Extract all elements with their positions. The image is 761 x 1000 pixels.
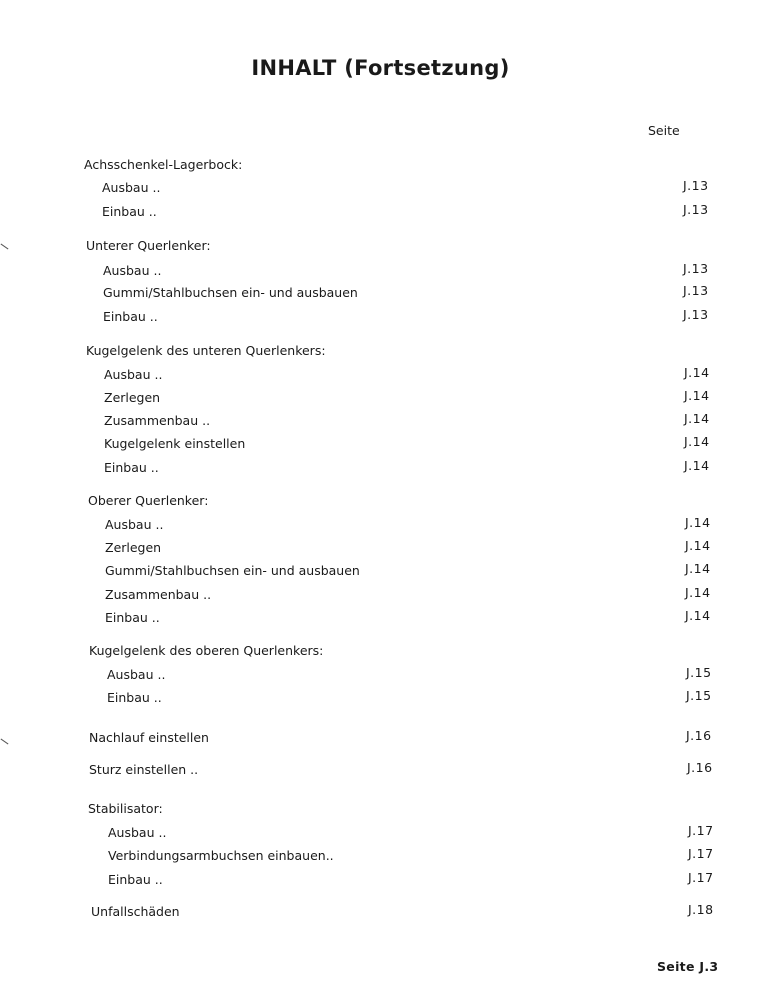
toc-page-number: J.13 [683, 261, 709, 276]
toc-entry-label: Ausbau .. [104, 367, 163, 382]
toc-entry-label: Ausbau .. [105, 517, 164, 532]
toc-section-heading: Oberer Querlenker: [88, 493, 209, 508]
toc-page-number: J.14 [685, 585, 711, 600]
toc-section-heading: Stabilisator: [88, 801, 163, 816]
toc-page-number: J.14 [685, 538, 711, 553]
toc-page-number: J.17 [688, 846, 714, 861]
toc-page-number: J.17 [688, 823, 714, 838]
page-footer: Seite J.3 [657, 959, 719, 974]
toc-section-heading: Unterer Querlenker: [86, 238, 211, 253]
toc-page-number: J.13 [683, 307, 709, 322]
toc-page-number: J.14 [685, 515, 711, 530]
toc-page-number: J.14 [684, 411, 710, 426]
toc-entry-label: Ausbau .. [103, 263, 162, 278]
toc-page-number: J.17 [688, 870, 714, 885]
toc-entry-label: Ausbau .. [107, 667, 166, 682]
toc-entry-label: Einbau .. [108, 872, 163, 887]
toc-page-number: J.14 [685, 608, 711, 623]
toc-page-number: J.16 [687, 760, 713, 775]
toc-entry-label: Zerlegen [105, 540, 162, 555]
toc-entry-label: Einbau .. [103, 309, 158, 324]
toc-page-number: J.13 [683, 283, 709, 298]
toc-section-heading: Kugelgelenk des oberen Querlenkers: [89, 643, 324, 658]
toc-page-number: J.14 [685, 561, 711, 576]
page-column-header: Seite [648, 123, 680, 138]
toc-page-number: J.14 [684, 365, 710, 380]
toc-entry-label: Unfallschäden [91, 904, 180, 919]
toc-entry-label: Nachlauf einstellen [89, 730, 209, 745]
toc-section-heading: Achsschenkel-Lagerbock: [84, 157, 243, 172]
toc-page-number: J.15 [686, 665, 712, 680]
toc-entry-label: Zusammenbau .. [105, 587, 212, 602]
toc-entry-label: Kugelgelenk einstellen [104, 436, 246, 451]
toc-entry-label: Einbau .. [107, 690, 162, 705]
toc-entry-label: Gummi/Stahlbuchsen ein- und ausbauen [105, 563, 360, 578]
toc-page-number: J.14 [684, 434, 710, 449]
toc-entry-label: Einbau .. [102, 204, 157, 219]
toc-entry-label: Ausbau .. [102, 180, 161, 195]
page-title: INHALT (Fortsetzung) [251, 56, 510, 80]
toc-section-heading: Kugelgelenk des unteren Querlenkers: [86, 343, 326, 358]
toc-page-number: J.16 [686, 728, 712, 743]
toc-page-number: J.14 [684, 458, 710, 473]
toc-page-number: J.13 [683, 202, 709, 217]
toc-entry-label: Einbau .. [104, 460, 159, 475]
toc-entry-label: Einbau .. [105, 610, 160, 625]
toc-entry-label: Sturz einstellen .. [89, 762, 199, 777]
toc-page-number: J.14 [684, 388, 710, 403]
toc-entry-label: Ausbau .. [108, 825, 167, 840]
toc-page-number: J.18 [688, 902, 714, 917]
scan-mark [1, 244, 9, 250]
scan-mark [1, 739, 9, 745]
toc-page-number: J.15 [686, 688, 712, 703]
toc-entry-label: Verbindungsarmbuchsen einbauen.. [108, 848, 334, 863]
toc-entry-label: Zusammenbau .. [104, 413, 211, 428]
toc-page-number: J.13 [683, 178, 709, 193]
toc-entry-label: Gummi/Stahlbuchsen ein- und ausbauen [103, 285, 358, 300]
toc-entry-label: Zerlegen [104, 390, 161, 405]
